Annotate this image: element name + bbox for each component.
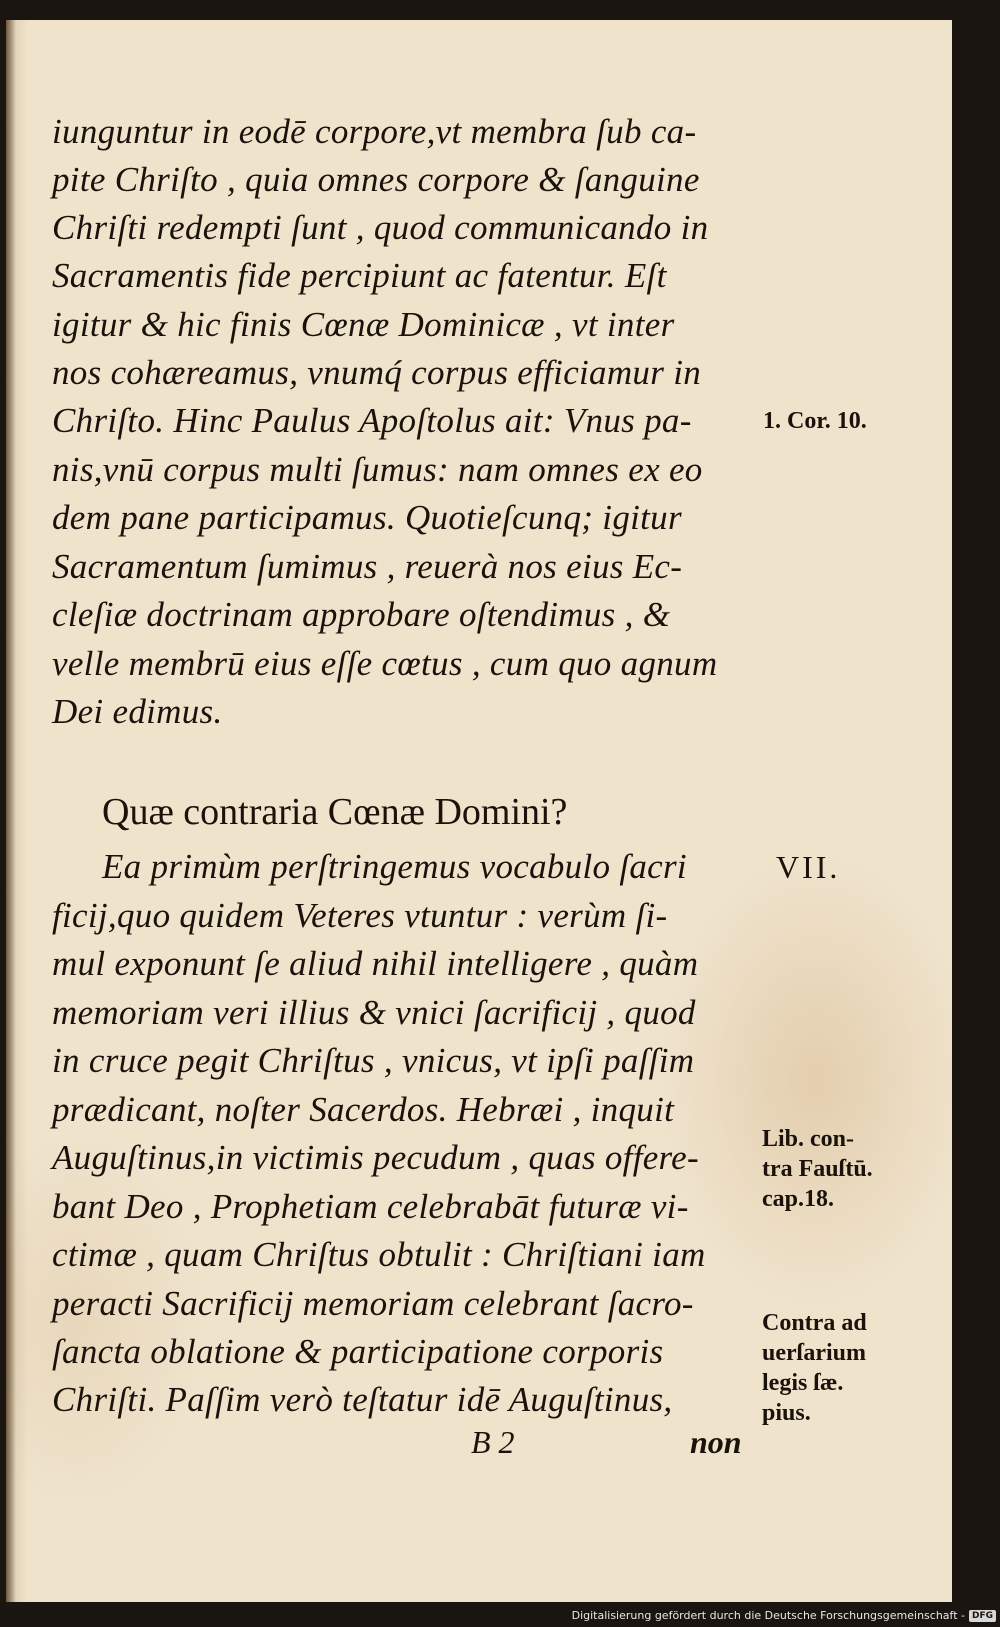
- text-line: nos cohæreamus, vnumq́ corpus efficiamur in: [52, 353, 702, 392]
- text-line: Ea primùm perſtringemus vocabulo ſacri: [102, 847, 687, 886]
- margin-note-line: uerſarium: [762, 1340, 866, 1366]
- text-line: velle membrū eius eſſe cœtus , cum quo agnum: [52, 644, 718, 683]
- dfg-logo: DFG: [969, 1610, 996, 1622]
- text-line: prædicant, noſter Sacerdos. Hebræi , inquit: [52, 1090, 675, 1129]
- catchword: non: [690, 1424, 742, 1460]
- text-line: dem pane participamus. Quotieſcunq; igitur: [52, 498, 682, 537]
- margin-note-cor: 1. Cor. 10.: [763, 408, 867, 434]
- text-line: iunguntur in eodē corpore,vt membra ſub ca-: [52, 112, 697, 151]
- book-page: [6, 20, 952, 1602]
- text-line: cleſiæ doctrinam approbare oſtendimus , &: [52, 595, 671, 634]
- text-line: Chriſti redempti ſunt , quod communicando in: [52, 208, 709, 247]
- margin-note-line: cap.18.: [762, 1186, 834, 1212]
- text-line: peracti Sacrificij memoriam celebrant ſacro-: [52, 1284, 694, 1323]
- text-line: in cruce pegit Chriſtus , vnicus, vt ipſi paſſim: [52, 1041, 695, 1080]
- text-line: Sacramentum ſumimus , reuerà nos eius Ec-: [52, 547, 683, 586]
- text-line: Chriſti. Paſſim verò teſtatur idē Auguſtinus,: [52, 1380, 673, 1419]
- margin-note-line: legis ſæ.: [762, 1370, 844, 1396]
- signature-mark: B 2: [471, 1424, 515, 1460]
- text-line: Chriſto. Hinc Paulus Apoſtolus ait: Vnus pa-: [52, 401, 692, 440]
- page-spine-shadow: [6, 20, 16, 1602]
- text-line: pite Chriſto , quia omnes corpore & ſanguine: [52, 160, 700, 199]
- text-line: mul exponunt ſe aliud nihil intelligere , quàm: [52, 944, 699, 983]
- margin-note-line: Contra ad: [762, 1310, 867, 1336]
- margin-note-contra: [762, 1308, 867, 1428]
- margin-note-line: pius.: [762, 1400, 811, 1426]
- text-line: memoriam veri illius & vnici ſacrificij , quod: [52, 993, 696, 1032]
- text-line: Dei edimus.: [52, 692, 223, 731]
- footer-text: Digitalisierung gefördert durch die Deutsche Forschungsgemeinschaft -: [571, 1609, 965, 1622]
- text-line: Auguſtinus,in victimis pecudum , quas offere-: [52, 1138, 699, 1177]
- text-line: ficij,quo quidem Veteres vtuntur : verùm ſi-: [52, 896, 668, 935]
- text-line: bant Deo , Prophetiam celebrabāt futuræ vi-: [52, 1187, 689, 1226]
- text-line: ſancta oblatione & participatione corporis: [52, 1332, 664, 1371]
- digitization-footer: [572, 1609, 996, 1622]
- text-line: nis,vnū corpus multi ſumus: nam omnes ex eo: [52, 450, 703, 489]
- section-heading: Quæ contraria Cœnæ Domini?: [102, 791, 568, 833]
- margin-note-line: tra Fauſtū.: [762, 1156, 873, 1182]
- text-line: Sacramentis fide percipiunt ac fatentur. Eſt: [52, 256, 667, 295]
- margin-note-section-number: VII.: [776, 849, 841, 885]
- text-line: ctimæ , quam Chriſtus obtulit : Chriſtiani iam: [52, 1235, 706, 1274]
- margin-note-line: Lib. con-: [762, 1126, 855, 1152]
- margin-note-lib: [762, 1124, 873, 1214]
- text-line: igitur & hic finis Cœnæ Dominicæ , vt inter: [52, 305, 675, 344]
